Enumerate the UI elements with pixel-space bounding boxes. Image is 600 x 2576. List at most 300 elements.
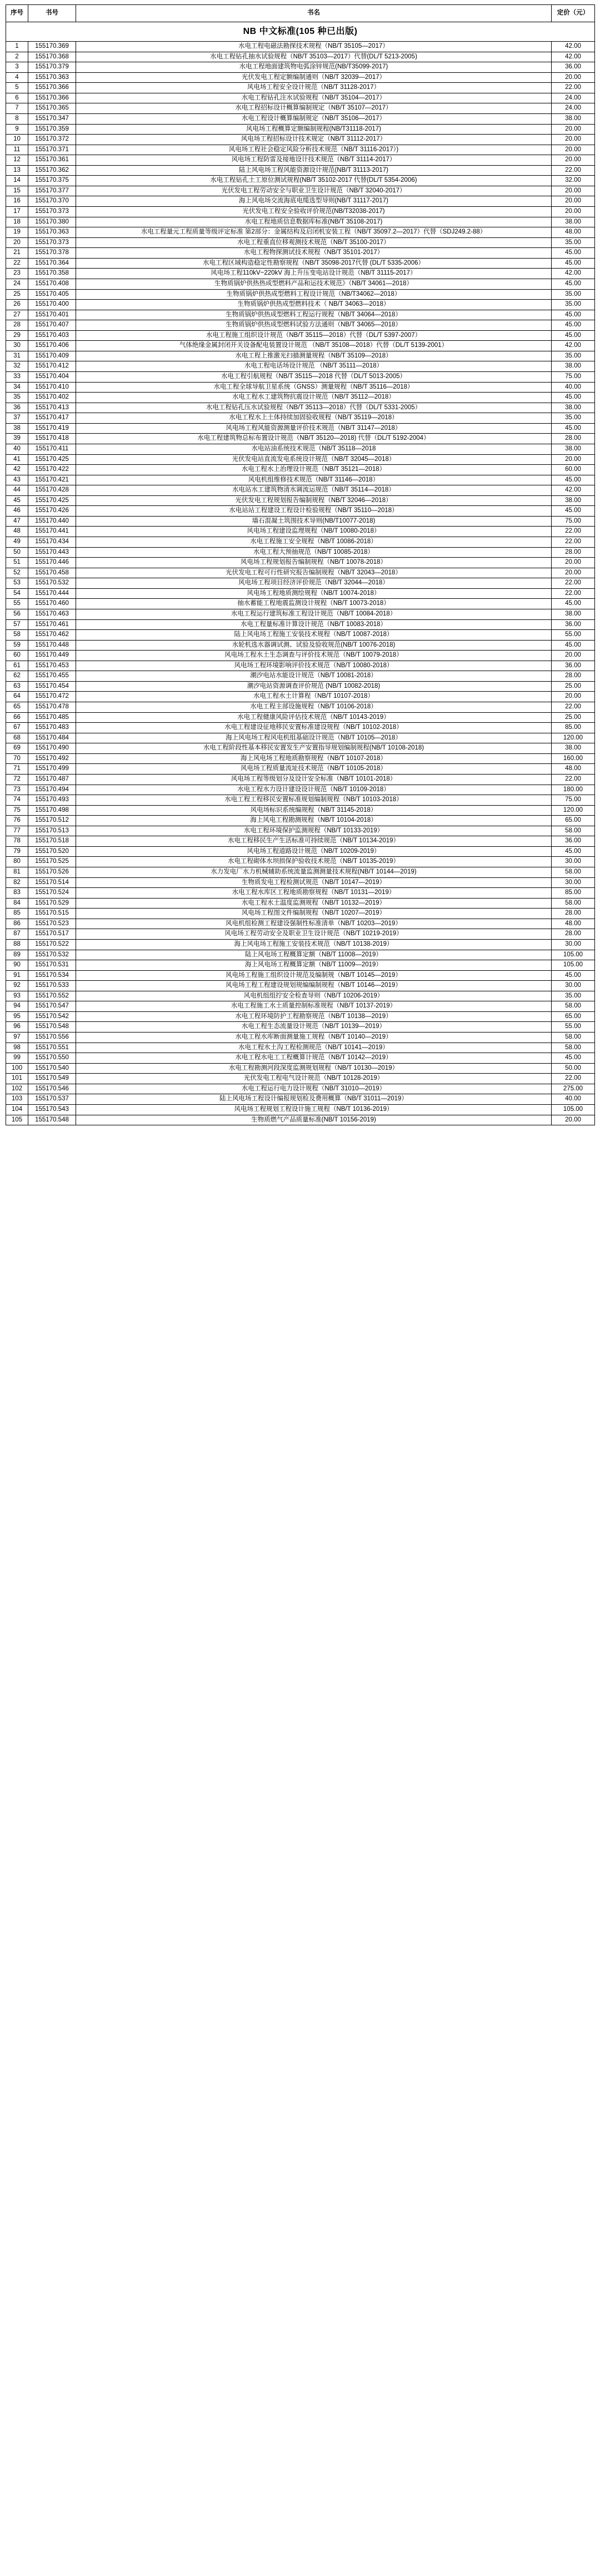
- row-index: 95: [6, 1011, 28, 1022]
- table-row: [6, 712, 595, 723]
- row-index: 20: [6, 237, 28, 248]
- table-row: [6, 454, 595, 465]
- row-price: 38.00: [552, 444, 595, 454]
- row-price: 45.00: [552, 1053, 595, 1064]
- table-row: [6, 207, 595, 217]
- row-book-title: 风电场工程水土生态调查与评价技术规范（NB/T 10079-2018）: [76, 651, 552, 661]
- row-book-code: 155170.371: [28, 145, 76, 155]
- row-book-title: 水电工程全球导航卫星系统（GNSS）测量规程（NB/T 35116—2018）: [76, 382, 552, 393]
- table-row: [6, 867, 595, 878]
- row-book-code: 155170.411: [28, 444, 76, 454]
- row-index: 73: [6, 785, 28, 795]
- row-index: 81: [6, 867, 28, 878]
- row-book-code: 155170.378: [28, 248, 76, 259]
- row-book-title: 光伏发电工程可行性研究报告编制规程（NB/T 32043—2018）: [76, 568, 552, 578]
- row-index: 103: [6, 1094, 28, 1105]
- row-index: 82: [6, 877, 28, 888]
- table-body: [6, 22, 595, 1125]
- table-row: [6, 991, 595, 1001]
- row-price: 30.00: [552, 877, 595, 888]
- row-index: 75: [6, 805, 28, 816]
- table-row: [6, 1043, 595, 1053]
- row-book-title: 水电工程上推激光扫描测量规程（NB/T 35109—2018）: [76, 351, 552, 361]
- table-row: [6, 950, 595, 960]
- row-price: 36.00: [552, 836, 595, 847]
- section-title-row: [6, 22, 595, 42]
- row-price: 28.00: [552, 929, 595, 940]
- table-row: [6, 547, 595, 558]
- row-index: 56: [6, 609, 28, 619]
- table-row: [6, 258, 595, 269]
- row-index: 90: [6, 960, 28, 971]
- row-book-code: 155170.364: [28, 258, 76, 269]
- row-book-code: 155170.517: [28, 929, 76, 940]
- row-price: 45.00: [552, 599, 595, 609]
- row-book-title: 水电工程施工安全规程（NB/T 10086-2018）: [76, 537, 552, 548]
- row-index: 66: [6, 712, 28, 723]
- table-row: [6, 599, 595, 609]
- row-book-title: 风电场工程110kV~220kV 海上升压变电站设计规范（NB/T 31115-2017）: [76, 269, 552, 279]
- row-index: 58: [6, 630, 28, 641]
- row-book-code: 155170.362: [28, 165, 76, 176]
- row-price: 20.00: [552, 651, 595, 661]
- row-book-code: 155170.449: [28, 651, 76, 661]
- row-book-code: 155170.405: [28, 289, 76, 300]
- row-book-code: 155170.358: [28, 269, 76, 279]
- row-book-title: 水电工程引航规程（NB/T 35115—2018 代替（DL/T 5013-2005）: [76, 372, 552, 383]
- row-index: 19: [6, 227, 28, 238]
- row-index: 5: [6, 83, 28, 93]
- row-book-title: 风电场工程环境影响评价技术规范（NB/T 10080-2018）: [76, 661, 552, 671]
- row-index: 97: [6, 1033, 28, 1043]
- row-price: 45.00: [552, 330, 595, 341]
- row-price: 20.00: [552, 186, 595, 196]
- row-price: 25.00: [552, 712, 595, 723]
- row-book-title: 水轮机选水器调试测、试验及验收规范(NB/T 10076-2018): [76, 640, 552, 651]
- row-price: 36.00: [552, 62, 595, 73]
- table-row: [6, 393, 595, 403]
- row-book-code: 155170.408: [28, 279, 76, 289]
- row-price: 20.00: [552, 558, 595, 568]
- row-index: 49: [6, 537, 28, 548]
- row-price: 38.00: [552, 743, 595, 754]
- row-index: 78: [6, 836, 28, 847]
- row-price: 32.00: [552, 176, 595, 186]
- row-index: 105: [6, 1115, 28, 1125]
- table-row: [6, 588, 595, 599]
- row-price: 105.00: [552, 950, 595, 960]
- row-book-title: 水电工程建筑物总标布置设计规范（NB/T 35120—2018) 代替（DL/T 5192-2004）: [76, 434, 552, 444]
- row-index: 88: [6, 939, 28, 950]
- row-book-code: 155170.550: [28, 1053, 76, 1064]
- row-book-code: 155170.368: [28, 52, 76, 62]
- row-price: 22.00: [552, 588, 595, 599]
- row-index: 60: [6, 651, 28, 661]
- row-index: 85: [6, 909, 28, 919]
- row-book-code: 155170.407: [28, 320, 76, 331]
- row-book-title: 抽水蓄能工程地震监测设计规程（NB/T 10073-2018）: [76, 599, 552, 609]
- row-index: 15: [6, 186, 28, 196]
- table-row: [6, 269, 595, 279]
- row-price: 28.00: [552, 671, 595, 682]
- table-row: [6, 361, 595, 372]
- row-price: 85.00: [552, 723, 595, 733]
- row-book-code: 155170.421: [28, 475, 76, 485]
- row-book-code: 155170.428: [28, 485, 76, 496]
- table-row: [6, 403, 595, 413]
- row-book-title: 水电工程勘测河段深度监测规划规程（NB/T 10130—2019）: [76, 1063, 552, 1074]
- row-index: 68: [6, 733, 28, 743]
- row-book-title: 生物质发电工程检测试规范（NB/T 10147—2019）: [76, 877, 552, 888]
- row-index: 46: [6, 506, 28, 517]
- row-book-title: 水电工程水力设计建设设计规范（NB/T 10109-2018）: [76, 785, 552, 795]
- row-price: 28.00: [552, 547, 595, 558]
- row-book-code: 155170.373: [28, 237, 76, 248]
- table-row: [6, 186, 595, 196]
- row-price: 58.00: [552, 1001, 595, 1012]
- row-book-title: 风电场工程规划工程设计施工规程（NB/T 10136-2019）: [76, 1104, 552, 1115]
- row-index: 62: [6, 671, 28, 682]
- row-book-title: 水电工程大预抽规范（NB/T 10085-2018）: [76, 547, 552, 558]
- row-book-title: 水电工程砌体水坝损保护验收技术规范（NB/T 10135-2019）: [76, 857, 552, 867]
- table-row: [6, 1053, 595, 1064]
- table-row: [6, 836, 595, 847]
- table-row: [6, 970, 595, 981]
- table-row: [6, 72, 595, 83]
- row-book-code: 155170.412: [28, 361, 76, 372]
- row-index: 34: [6, 382, 28, 393]
- row-book-title: 海上风电场工程风电机组基础设计规范（NB/T 10105—2018）: [76, 733, 552, 743]
- row-price: 45.00: [552, 846, 595, 857]
- table-row: [6, 113, 595, 124]
- row-book-title: 水电站油系统技术规范（NB/T 35118—2018: [76, 444, 552, 454]
- row-index: 16: [6, 196, 28, 207]
- row-index: 87: [6, 929, 28, 940]
- row-book-title: 水电工程运行建筑标准工程设计规范（NB/T 10084-2018）: [76, 609, 552, 619]
- row-index: 9: [6, 124, 28, 135]
- row-book-code: 155170.520: [28, 846, 76, 857]
- row-price: 45.00: [552, 248, 595, 259]
- row-index: 65: [6, 702, 28, 713]
- row-index: 43: [6, 475, 28, 485]
- row-price: 22.00: [552, 578, 595, 589]
- row-book-code: 155170.523: [28, 919, 76, 929]
- table-row: [6, 527, 595, 537]
- row-index: 64: [6, 692, 28, 702]
- row-book-code: 155170.406: [28, 341, 76, 351]
- row-price: 20.00: [552, 124, 595, 135]
- row-price: 58.00: [552, 898, 595, 909]
- row-index: 33: [6, 372, 28, 383]
- row-book-title: 水电工程招标设计概算编制规定（NB/T 35107—2017）: [76, 103, 552, 114]
- row-book-title: 生物质锅炉供热成型燃料技术（ NB/T 34063—2018）: [76, 300, 552, 310]
- row-book-code: 155170.425: [28, 495, 76, 506]
- row-book-title: 潮汐电站水能设计规范（NB/T 10081-2018）: [76, 671, 552, 682]
- row-index: 1: [6, 42, 28, 52]
- row-index: 86: [6, 919, 28, 929]
- row-book-title: 风电场工程等级划分及设计安全标准（NB/T 10101-2018）: [76, 774, 552, 785]
- row-book-title: 水电工程建设征地移民安置标准建设规程（NB/T 10102-2018）: [76, 723, 552, 733]
- row-book-code: 155170.531: [28, 960, 76, 971]
- row-book-code: 155170.537: [28, 1094, 76, 1105]
- row-book-code: 155170.419: [28, 423, 76, 434]
- row-book-title: 水电工程水电工工程概算计规范（NB/T 10142—2019）: [76, 1053, 552, 1064]
- table-row: [6, 135, 595, 145]
- row-book-code: 155170.440: [28, 516, 76, 527]
- row-price: 45.00: [552, 320, 595, 331]
- row-price: 55.00: [552, 630, 595, 641]
- table-row: [6, 898, 595, 909]
- row-index: 37: [6, 413, 28, 424]
- row-price: 35.00: [552, 289, 595, 300]
- row-price: 160.00: [552, 753, 595, 764]
- table-row: [6, 630, 595, 641]
- row-price: 30.00: [552, 981, 595, 991]
- row-book-code: 155170.485: [28, 712, 76, 723]
- row-index: 12: [6, 155, 28, 166]
- row-index: 3: [6, 62, 28, 73]
- row-index: 55: [6, 599, 28, 609]
- row-price: 38.00: [552, 113, 595, 124]
- row-index: 28: [6, 320, 28, 331]
- table-row: [6, 310, 595, 320]
- row-book-title: 风电场工程招标设计技术规定（NB/T 31112-2017）: [76, 135, 552, 145]
- row-book-code: 155170.483: [28, 723, 76, 733]
- row-index: 38: [6, 423, 28, 434]
- row-price: 22.00: [552, 83, 595, 93]
- row-book-code: 155170.546: [28, 1084, 76, 1094]
- row-index: 31: [6, 351, 28, 361]
- row-book-title: 潮汐电站资源调查评价规范 (NB/T 10082-2018): [76, 681, 552, 692]
- row-index: 8: [6, 113, 28, 124]
- row-book-code: 155170.515: [28, 909, 76, 919]
- row-book-code: 155170.417: [28, 413, 76, 424]
- section-title: NB 中文标准(105 种已出版): [6, 22, 595, 42]
- row-index: 74: [6, 795, 28, 806]
- row-index: 27: [6, 310, 28, 320]
- row-price: 35.00: [552, 351, 595, 361]
- row-price: 25.00: [552, 681, 595, 692]
- row-index: 57: [6, 619, 28, 630]
- row-price: 30.00: [552, 857, 595, 867]
- row-book-code: 155170.413: [28, 403, 76, 413]
- row-index: 92: [6, 981, 28, 991]
- table-row: [6, 1063, 595, 1074]
- row-book-title: 生物质锅炉供热热成型燃料产品和运技术规范》（NB/T 34061—2018）: [76, 279, 552, 289]
- row-book-code: 155170.525: [28, 857, 76, 867]
- table-row: [6, 475, 595, 485]
- row-price: 45.00: [552, 279, 595, 289]
- table-row: [6, 413, 595, 424]
- row-book-title: 水电工程水土温度监测规程（NB/T 10132—2019）: [76, 898, 552, 909]
- row-index: 10: [6, 135, 28, 145]
- row-index: 69: [6, 743, 28, 754]
- row-index: 63: [6, 681, 28, 692]
- row-price: 55.00: [552, 1022, 595, 1033]
- row-book-title: 水电工程移民生产生活标准可持续规范（NB/T 10134-2019）: [76, 836, 552, 847]
- row-index: 93: [6, 991, 28, 1001]
- row-price: 42.00: [552, 485, 595, 496]
- row-price: 22.00: [552, 165, 595, 176]
- row-price: 60.00: [552, 465, 595, 475]
- row-book-code: 155170.379: [28, 62, 76, 73]
- row-price: 58.00: [552, 867, 595, 878]
- row-price: 45.00: [552, 310, 595, 320]
- row-book-title: 水电工程量标准计算设计规范（NB/T 10083-2018）: [76, 619, 552, 630]
- row-price: 38.00: [552, 609, 595, 619]
- row-index: 23: [6, 269, 28, 279]
- row-book-title: 水电工程电磁法勘探技术规程（NB/T 35105—2017）: [76, 42, 552, 52]
- row-index: 40: [6, 444, 28, 454]
- row-book-title: 水电站水工建筑物清水调流运规范（NB/T 35114—2018）: [76, 485, 552, 496]
- table-row: [6, 681, 595, 692]
- row-price: 58.00: [552, 1043, 595, 1053]
- table-row: [6, 1115, 595, 1125]
- table-row: [6, 155, 595, 166]
- row-index: 54: [6, 588, 28, 599]
- row-price: 35.00: [552, 413, 595, 424]
- row-index: 84: [6, 898, 28, 909]
- row-index: 50: [6, 547, 28, 558]
- row-book-title: 风电场工程施工组织设计规范及编制规（NB/T 10145—2019）: [76, 970, 552, 981]
- row-book-code: 155170.543: [28, 1104, 76, 1115]
- table-row: [6, 671, 595, 682]
- row-price: 48.00: [552, 919, 595, 929]
- row-index: 83: [6, 888, 28, 899]
- row-book-title: 风电场工程工程建设规划规编编制规程（NB/T 10146—2019）: [76, 981, 552, 991]
- row-price: 38.00: [552, 495, 595, 506]
- row-index: 7: [6, 103, 28, 114]
- table-row: [6, 826, 595, 836]
- row-index: 24: [6, 279, 28, 289]
- row-index: 2: [6, 52, 28, 62]
- row-price: 20.00: [552, 135, 595, 145]
- table-row: [6, 1094, 595, 1105]
- row-price: 75.00: [552, 795, 595, 806]
- table-row: [6, 785, 595, 795]
- row-book-title: 水电工程运行电力设计规程（NB/T 31010—2019）: [76, 1084, 552, 1094]
- row-price: 38.00: [552, 403, 595, 413]
- row-book-code: 155170.518: [28, 836, 76, 847]
- row-price: 42.00: [552, 341, 595, 351]
- table-row: [6, 42, 595, 52]
- row-price: 75.00: [552, 372, 595, 383]
- row-book-title: 风电场工程项目经济评价规范（NB/T 32044—2018）: [76, 578, 552, 589]
- row-price: 28.00: [552, 909, 595, 919]
- table-row: [6, 816, 595, 826]
- row-index: 67: [6, 723, 28, 733]
- row-index: 101: [6, 1074, 28, 1084]
- row-book-title: 水电工程钻孔抽水试验规程（NB/T 35103—2017）代替(DL/T 5213-2005): [76, 52, 552, 62]
- row-book-code: 155170.410: [28, 382, 76, 393]
- row-price: 20.00: [552, 692, 595, 702]
- row-book-code: 155170.369: [28, 42, 76, 52]
- table-row: [6, 846, 595, 857]
- table-row: [6, 279, 595, 289]
- row-book-code: 155170.373: [28, 207, 76, 217]
- row-book-title: 海上风电场工程概算定额（NB/T 11009—2019）: [76, 960, 552, 971]
- table-row: [6, 227, 595, 238]
- row-index: 102: [6, 1084, 28, 1094]
- row-book-code: 155170.448: [28, 640, 76, 651]
- row-book-code: 155170.380: [28, 217, 76, 227]
- row-book-title: 水电工程施工组织设计规范（NB/T 35115—2018）代替（DL/T 5397-2007）: [76, 330, 552, 341]
- row-index: 39: [6, 434, 28, 444]
- row-index: 35: [6, 393, 28, 403]
- row-price: 42.00: [552, 42, 595, 52]
- row-book-code: 155170.556: [28, 1033, 76, 1043]
- row-book-code: 155170.422: [28, 465, 76, 475]
- row-book-code: 155170.347: [28, 113, 76, 124]
- row-book-title: 光伏发电工程安全验收评价规范(NB/T32038-2017): [76, 207, 552, 217]
- row-price: 20.00: [552, 454, 595, 465]
- row-book-code: 155170.532: [28, 578, 76, 589]
- row-price: 20.00: [552, 196, 595, 207]
- row-price: 35.00: [552, 300, 595, 310]
- row-price: 30.00: [552, 939, 595, 950]
- table-row: [6, 83, 595, 93]
- row-book-title: 水电工程量元工程质量等级评定标准 第2部分：金属结构及启闭机安装工程（NB/T 35097.2—2017）代替（SDJ249.2-88）: [76, 227, 552, 238]
- table-row: [6, 640, 595, 651]
- row-book-title: 风电机组检测工程建设强制性标准清单（NB/T 10203—2019）: [76, 919, 552, 929]
- row-book-title: 水力发电厂水力机械辅助系统流量监测测量技术规程(NB/T 10144—2019): [76, 867, 552, 878]
- row-price: 275.00: [552, 1084, 595, 1094]
- row-book-code: 155170.542: [28, 1011, 76, 1022]
- table-row: [6, 692, 595, 702]
- row-price: 45.00: [552, 475, 595, 485]
- table-row: [6, 289, 595, 300]
- standards-catalog-page: [0, 0, 600, 1131]
- table-row: [6, 888, 595, 899]
- row-price: 22.00: [552, 527, 595, 537]
- row-index: 70: [6, 753, 28, 764]
- row-book-code: 155170.487: [28, 774, 76, 785]
- table-row: [6, 465, 595, 475]
- row-book-title: 风电场工程道路设计规范（NB/T 10209-2019）: [76, 846, 552, 857]
- row-book-title: 生物质锅炉供热成型燃料试验方法通则（NB/T 34065—2018）: [76, 320, 552, 331]
- row-index: 76: [6, 816, 28, 826]
- row-index: 41: [6, 454, 28, 465]
- row-price: 42.00: [552, 269, 595, 279]
- row-index: 98: [6, 1043, 28, 1053]
- table-row: [6, 609, 595, 619]
- table-row: [6, 702, 595, 713]
- row-book-code: 155170.526: [28, 867, 76, 878]
- table-row: [6, 805, 595, 816]
- row-book-code: 155170.540: [28, 1063, 76, 1074]
- table-header: [6, 5, 595, 22]
- row-price: 58.00: [552, 1033, 595, 1043]
- row-book-code: 155170.425: [28, 454, 76, 465]
- row-book-title: 风电场工程防雷及接地设计技术规范（NB/T 31114-2017）: [76, 155, 552, 166]
- row-book-title: 水电工程水土计算程（NB/T 10107-2018）: [76, 692, 552, 702]
- row-price: 45.00: [552, 258, 595, 269]
- row-price: 120.00: [552, 805, 595, 816]
- row-book-title: 水电站站工程建设工程设计检验规程（NB/T 35110—2018）: [76, 506, 552, 517]
- row-book-title: 水电工程施工水土质量控制标准规程（NB/T 10137-2019）: [76, 1001, 552, 1012]
- row-index: 89: [6, 950, 28, 960]
- row-index: 21: [6, 248, 28, 259]
- row-book-title: 陆上风电场工程施工安装技术规程（NB/T 10087-2018）: [76, 630, 552, 641]
- row-book-title: 光伏发电站直流发电系统设计规范（NB/T 32045—2018）: [76, 454, 552, 465]
- row-price: 105.00: [552, 960, 595, 971]
- row-book-title: 水电工程水上治理设计规范（NB/T 35121—2018）: [76, 465, 552, 475]
- row-index: 104: [6, 1104, 28, 1115]
- column-header-title: 书名: [76, 5, 552, 22]
- row-book-code: 155170.498: [28, 805, 76, 816]
- row-book-title: 水电工程钻孔土工原位测试规程(NB/T 35102-2017 代替(DL/T 5354-2006): [76, 176, 552, 186]
- row-price: 120.00: [552, 733, 595, 743]
